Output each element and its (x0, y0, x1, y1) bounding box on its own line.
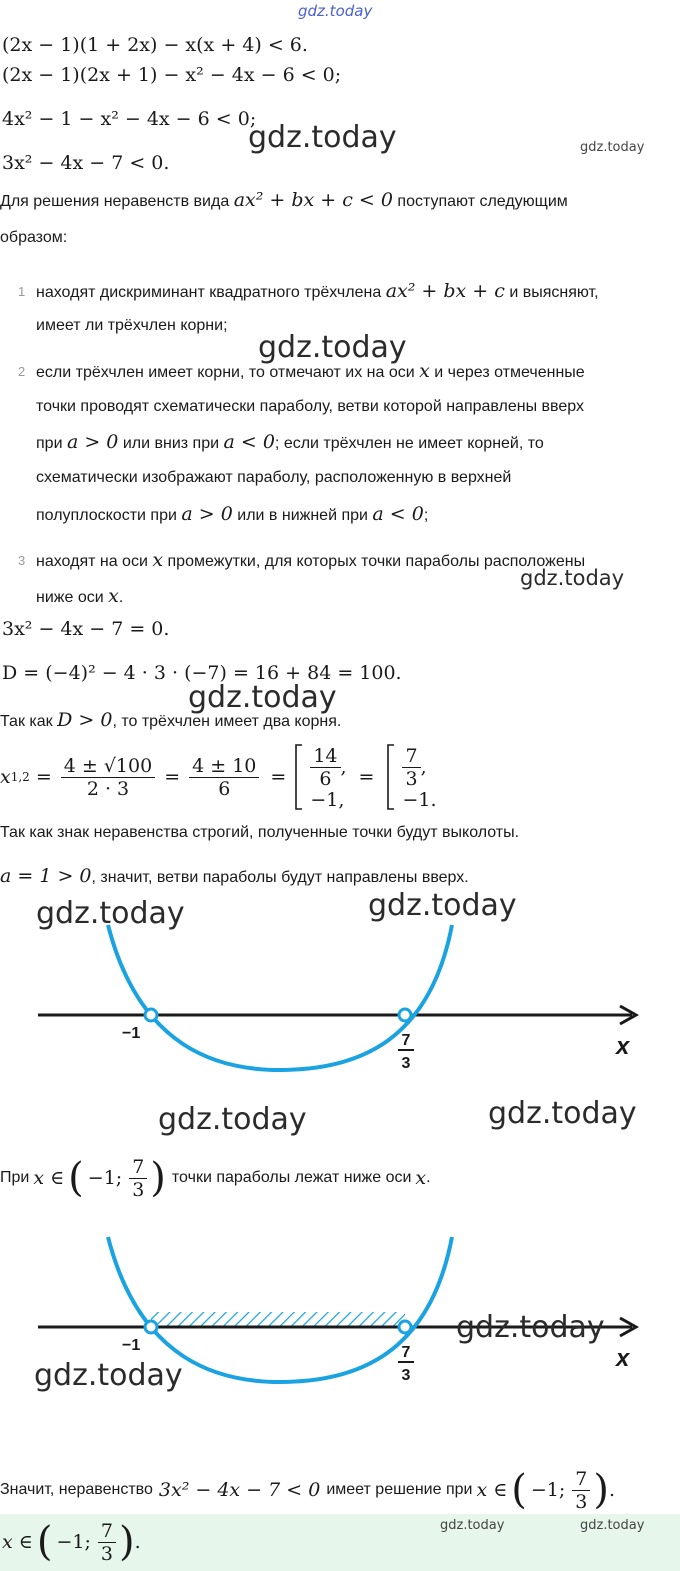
list-item-1-line-2: имеет ли трёхчлен корни; (36, 317, 228, 334)
roots-case-2-den: 3 (405, 767, 418, 790)
list-item-3-line-1 (36, 550, 585, 572)
label-three: 3 (401, 1367, 411, 1384)
watermark-9: gdz.today (488, 1096, 637, 1131)
list-item-2-l3-c: ; если трёхчлен не имеет корней, то (274, 435, 544, 452)
conclusion-open-paren: ( (511, 1467, 527, 1513)
list-item-2-l5-a: полуплоскости при (36, 507, 177, 524)
list-item-2-l5-m2: a < 0 (372, 503, 424, 525)
list-number-2: 2 (18, 364, 26, 379)
below-c: точки параболы лежат ниже оси (171, 1169, 412, 1186)
set-bracket-icon (386, 743, 396, 811)
list-item-2-line-5 (36, 504, 428, 526)
equation: 3x² − 4x − 7 = 0. (2, 618, 170, 640)
list-item-2-l3-a: при (36, 435, 63, 452)
since-a: Так как (0, 713, 53, 730)
list-item-1-text-a: находят дискриминант квадратного трёхчлена (36, 284, 382, 301)
discriminant: D = (−4)² − 4 · 3 · (−7) = 16 + 84 = 100. (2, 662, 402, 684)
label-minus-one: −1 (122, 1337, 141, 1354)
root-point-right (399, 1321, 411, 1333)
watermark-2: gdz.today (580, 140, 645, 155)
roots-frac-1-den: 2 · 3 (86, 777, 130, 800)
roots-eq-4: = (358, 766, 375, 788)
label-seven: 7 (401, 1344, 411, 1361)
watermark-7: gdz.today (368, 888, 517, 923)
list-item-2-l5-m1: a > 0 (181, 503, 233, 525)
below-axis-line (0, 1150, 431, 1206)
solution-hatch (151, 1312, 405, 1326)
roots-frac-1-num: 4 ± √100 (61, 755, 155, 778)
conclusion-formula: 3x² − 4x − 7 < 0 (158, 1479, 321, 1501)
list-item-2-l5-c: ; (423, 507, 429, 524)
watermark-5: gdz.today (188, 680, 337, 715)
answer-line (2, 1514, 141, 1570)
below-a: При (0, 1169, 30, 1186)
intro-part-2: поступают следующим (397, 193, 568, 210)
root-point-left (145, 1009, 157, 1021)
watermark-8: gdz.today (158, 1102, 307, 1137)
list-item-2-line-4: схематически изображают параболу, расположенную в верхней (36, 469, 512, 486)
list-item-3-l2-var: x (108, 585, 119, 607)
roots-lhs: x (0, 766, 11, 788)
a-coef-formula: a = 1 > 0 (0, 865, 92, 887)
list-item-2-l3-m2: a < 0 (223, 431, 275, 453)
list-item-2-l5-b: или в нижней при (237, 507, 368, 524)
list-item-2-line-3 (36, 432, 544, 454)
below-frac-num: 7 (129, 1156, 147, 1179)
roots-case-1-den: 6 (319, 767, 332, 790)
answer-frac-den: 3 (100, 1542, 113, 1565)
conclusion-b: имеет решение при (326, 1481, 473, 1498)
step-line-2: (2x − 1)(2x + 1) − x² − 4x − 6 < 0; (2, 64, 342, 86)
list-item-2-line-2: точки проводят схематически параболу, ветви которой направлены вверх (36, 398, 584, 415)
list-item-2-text-b: и через отмеченные (434, 364, 585, 381)
conclusion-frac (572, 1468, 590, 1513)
roots-case-2 (402, 745, 436, 810)
roots-case-1-comma: , (340, 756, 347, 778)
roots-frac-1 (61, 755, 155, 800)
roots-frac-2-den: 6 (218, 777, 231, 800)
conclusion-end: . (609, 1479, 616, 1501)
since-line (0, 710, 341, 732)
list-item-2-l3-b: или вниз при (122, 435, 220, 452)
intro-line-1 (0, 190, 568, 212)
roots-formula: x 1,2 = $\frac{4 \pm √100}{2 \cdot 3}$ = $\frac{4 \pm 10}{6}$ = $\frac{14}{6}$ , −1, = $\frac{7}{3}$ , −1. (0, 744, 437, 811)
below-var: x (415, 1167, 427, 1189)
top-watermark: gdz.today (298, 2, 373, 20)
label-minus-one: −1 (122, 1025, 141, 1042)
root-point-left (145, 1321, 157, 1333)
conclusion-close-paren: ) (593, 1467, 609, 1513)
watermark-11: gdz.today (34, 1358, 183, 1393)
answer-frac (98, 1520, 116, 1565)
answer-close-paren: ) (118, 1519, 135, 1565)
below-open-paren: ( (68, 1155, 84, 1201)
conclusion-low: −1; (530, 1479, 566, 1501)
list-item-3-line-2 (36, 586, 123, 608)
list-item-1-formula: ax² + bx + c (385, 280, 505, 302)
below-frac (129, 1156, 147, 1201)
since-formula: D > 0 (57, 709, 113, 731)
roots-eq-3: = (270, 766, 287, 788)
strict-note: Так как знак неравенства строгий, полученные точки будут выколоты. (0, 824, 520, 841)
roots-case-1-num: 14 (310, 745, 340, 768)
answer-frac-num: 7 (98, 1520, 116, 1543)
roots-case-1-second: −1, (310, 788, 345, 811)
watermark-12: gdz.today (440, 1518, 505, 1533)
roots-frac-2 (189, 755, 259, 800)
conclusion-frac-num: 7 (572, 1468, 590, 1491)
intro-formula: ax² + bx + c < 0 (233, 189, 393, 211)
list-number-1: 1 (18, 284, 26, 299)
conclusion-set: x ∈ (476, 1479, 508, 1501)
answer-low: −1; (56, 1531, 91, 1553)
a-coef-line (0, 866, 469, 888)
list-item-3-l2-a: ниже оси (36, 589, 104, 606)
a-coef-text: , значит, ветви параболы будут направлены вверх. (91, 869, 469, 886)
watermark-1: gdz.today (248, 120, 397, 155)
axis-label-x: x (616, 1345, 630, 1372)
below-low: −1; (87, 1167, 123, 1189)
answer-set: x ∈ (2, 1531, 33, 1553)
below-set: x ∈ (33, 1167, 65, 1189)
step-line-4: 3x² − 4x − 7 < 0. (2, 152, 170, 174)
watermark-13: gdz.today (580, 1518, 645, 1533)
step-line-3: 4x² − 1 − x² − 4x − 6 < 0; (2, 108, 257, 130)
roots-eq-2: = (164, 766, 181, 788)
list-item-2-line-1 (36, 361, 585, 383)
list-item-2-text-a: если трёхчлен имеет корни, то отмечают их на оси (36, 364, 415, 381)
watermark-6: gdz.today (36, 896, 185, 931)
roots-case-2-num: 7 (402, 745, 420, 768)
below-end: . (426, 1169, 431, 1186)
watermark-10: gdz.today (456, 1310, 605, 1345)
list-item-3-text-a: находят на оси (36, 553, 148, 570)
roots-case-1 (310, 745, 346, 810)
list-item-2-var: x (419, 360, 430, 382)
conclusion-line (0, 1462, 615, 1518)
intro-line-2: образом: (0, 229, 68, 246)
list-item-1-line-1 (36, 281, 599, 303)
watermark-3: gdz.today (258, 330, 407, 365)
set-bracket-icon (294, 743, 304, 811)
list-item-3-l2-b: . (118, 589, 124, 606)
parabola-graph-1 (0, 920, 680, 1090)
list-item-2-l3-m1: a > 0 (66, 431, 119, 453)
answer-end: . (134, 1531, 141, 1553)
intro-part-1: Для решения неравенств вида (0, 193, 230, 210)
below-frac-den: 3 (132, 1178, 145, 1201)
step-line-1: (2x − 1)(1 + 2x) − x(x + 4) < 6. (2, 34, 308, 56)
axis-label-x: x (616, 1033, 630, 1060)
conclusion-frac-den: 3 (575, 1490, 588, 1513)
roots-case-2-second: −1. (402, 788, 437, 811)
watermark-4: gdz.today (520, 566, 625, 590)
parabola (108, 925, 452, 1070)
conclusion-a: Значит, неравенство (0, 1481, 153, 1498)
roots-frac-2-num: 4 ± 10 (189, 755, 259, 778)
list-item-1-text-b: и выясняют, (509, 284, 599, 301)
roots-case-2-comma: , (420, 756, 427, 778)
label-three: 3 (401, 1055, 411, 1072)
below-close-paren: ) (150, 1155, 166, 1201)
list-item-3-var: x (152, 549, 164, 571)
root-point-right (399, 1009, 411, 1021)
label-seven: 7 (401, 1032, 411, 1049)
answer-open-paren: ( (36, 1519, 53, 1565)
list-number-3: 3 (18, 553, 26, 568)
roots-eq-1: = (35, 766, 52, 788)
since-b: , то трёхчлен имеет два корня. (112, 713, 342, 730)
list-item-3-text-b: промежутки, для которых точки параболы расположены (167, 553, 586, 570)
